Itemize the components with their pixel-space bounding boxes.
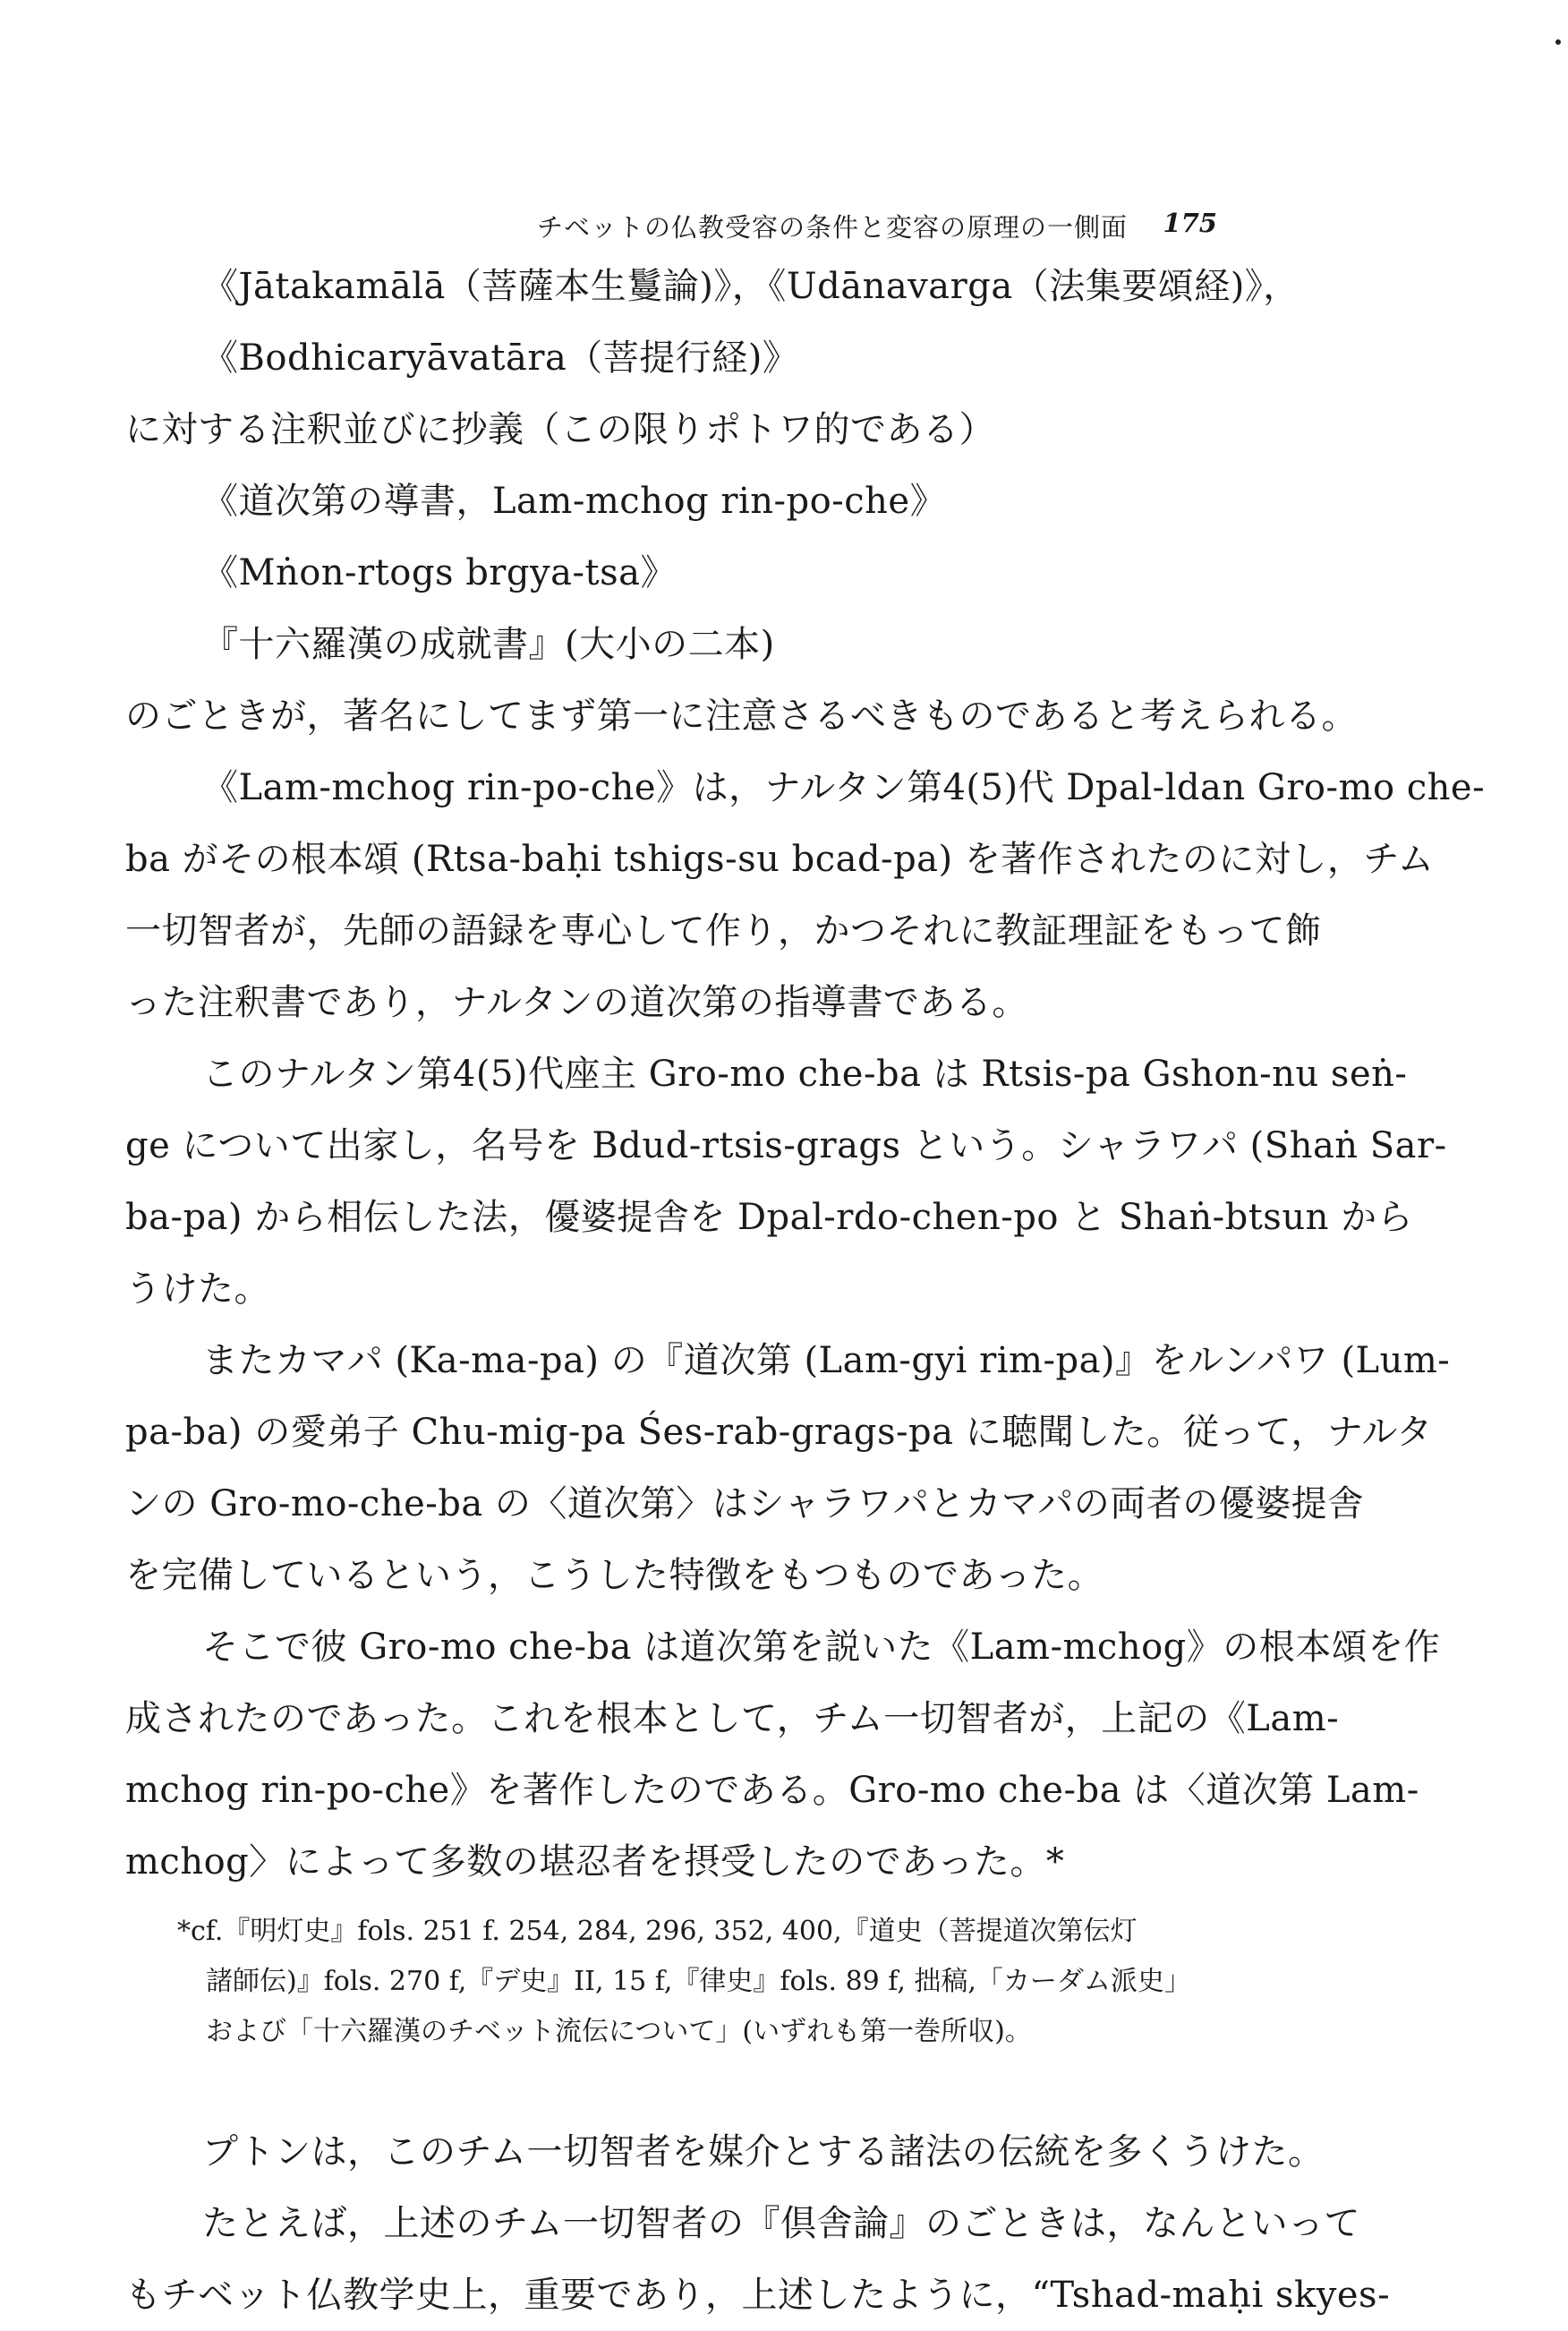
paragraph-first-line: プトンは，このチム一切智者を媒介とする諸法の伝統を多くうけた。: [202, 2131, 1325, 2173]
text-line: mchog rin-po-che》を著作したのである。Gro-mo che-ba は〈道次第 Lam-: [125, 1770, 1419, 1811]
text-line: もチベット仏教学史上，重要であり，上述したように，“Tshad-maḥi skyes-: [125, 2275, 1391, 2316]
text-line: を完備しているという，こうした特徴をもつものであった。: [125, 1555, 1104, 1596]
paragraph-first-line: 《Lam-mchog rin-po-che》は，ナルタン第4(5)代 Dpal-ldan Gro-mo che-: [202, 767, 1486, 808]
paragraph-first-line: またカマパ (Ka-ma-pa) の『道次第 (Lam-gyi rim-pa)』をルンパワ (Lum-: [202, 1340, 1451, 1381]
text-line: 成されたのであった。これを根本として，チム一切智者が，上記の《Lam-: [125, 1698, 1340, 1739]
running-header-title: チベットの仏教受容の条件と変容の原理の一側面: [537, 212, 1129, 243]
paragraph-first-line: このナルタン第4(5)代座主 Gro-mo che-ba は Rtsis-pa Gshon-nu seṅ-: [202, 1054, 1408, 1095]
running-header: [537, 208, 1217, 247]
text-line: った注釈書であり，ナルタンの道次第の指導書である。: [125, 982, 1028, 1023]
paragraph-first-line: そこで彼 Gro-mo che-ba は道次第を説いた《Lam-mchog》の根本頌を作: [202, 1627, 1441, 1668]
footnote-line: および「十六羅漢のチベット流伝について」(いずれも第一巻所収)。: [206, 2016, 1032, 2047]
text-line: ンの Gro-mo-che-ba の〈道次第〉はシャラワパとカマパの両者の優婆提舎: [125, 1483, 1364, 1524]
text-line: 《Bodhicaryāvatāra（菩提行経)》: [202, 337, 799, 379]
text-line: うけた。: [125, 1268, 270, 1310]
text-line: pa-ba) の愛弟子 Chu-mig-pa Śes-rab-grags-pa に聴聞した。従って，ナルタ: [125, 1412, 1433, 1453]
text-line: ba がその根本頌 (Rtsa-baḥi tshigs-su bcad-pa) を著作されたのに対し，チム: [125, 839, 1435, 880]
text-line: 《Jātakamālā（菩薩本生鬘論)》，《Udānavarga（法集要頌経)》，: [202, 266, 1300, 307]
text-line: ba-pa) から相伝した法，優婆提舎を Dpal-rdo-chen-po と Shaṅ-btsun から: [125, 1197, 1414, 1238]
text-line: 《Mṅon-rtogs brgya-tsa》: [202, 552, 677, 593]
text-line: ge について出家し，名号を Bdud-rtsis-grags という。シャラワパ (Shaṅ Sar-: [125, 1125, 1447, 1166]
text-line: 一切智者が，先師の語録を専心して作り，かつそれに教証理証をもって飾: [125, 910, 1322, 952]
footnote-line: 諸師伝)』fols. 270 f,『デ史』II, 15 f,『律史』fols. 89 f, 拙稿,「カーダム派史」: [206, 1966, 1191, 1997]
footnote-line: *cf.『明灯史』fols. 251 f. 254, 284, 296, 352, 400,『道史（菩提道次第伝灯: [177, 1916, 1138, 1947]
page-number: 175: [1163, 208, 1217, 238]
text-line: のごときが，著名にしてまず第一に注意さるべきものであると考えられる。: [125, 696, 1358, 737]
spacer: [125, 2057, 1271, 2116]
text-line: mchog〉によって多数の堪忍者を摂受したのであった。*: [125, 1841, 1065, 1883]
body-text: [125, 251, 1486, 2331]
spacer: [125, 1898, 1271, 1907]
text-line: 《道次第の導書，Lam-mchog rin-po-che》: [202, 481, 947, 522]
text-line: に対する注釈並びに抄義（この限りポトワ的である）: [125, 409, 995, 450]
paragraph-first-line: たとえば，上述のチム一切智者の『倶舎論』のごときは，なんといって: [202, 2203, 1360, 2244]
text-line: 『十六羅漢の成就書』(大小の二本): [202, 624, 775, 665]
scan-speck: [1555, 39, 1561, 45]
